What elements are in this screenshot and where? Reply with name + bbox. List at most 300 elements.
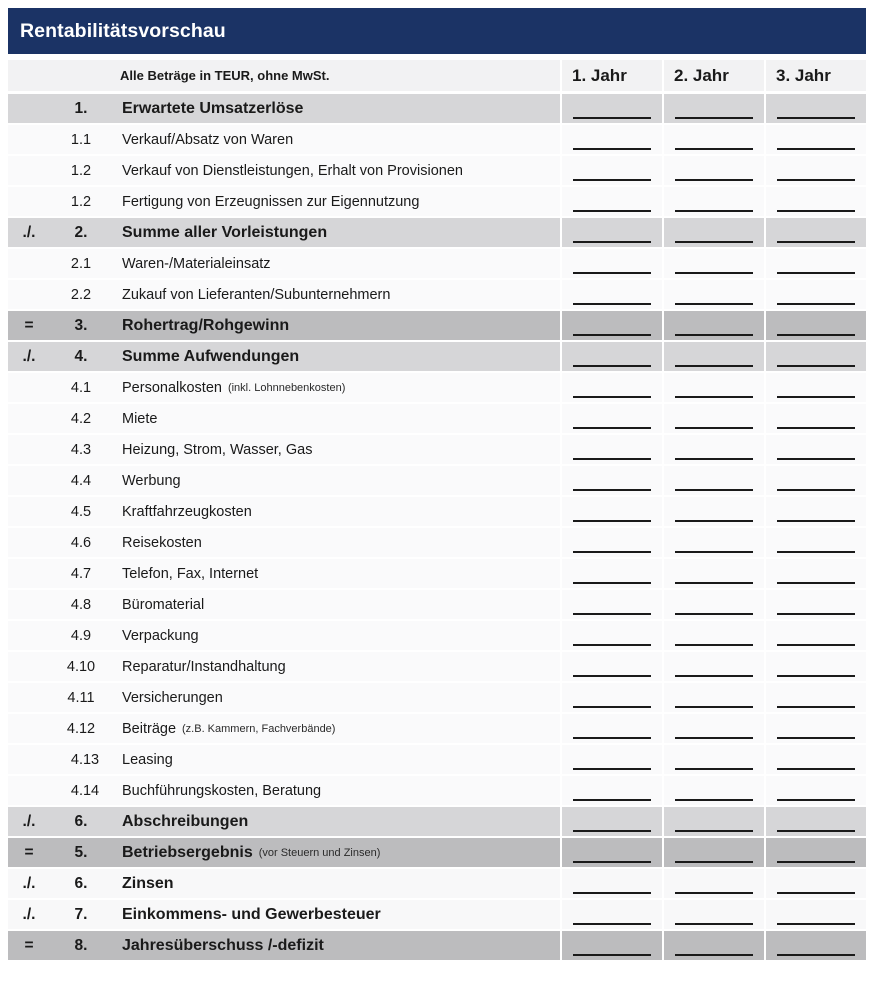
header-no-spacer [50, 60, 112, 91]
row-value-cell-year2 [664, 373, 764, 402]
row-value-cell-year3 [766, 528, 866, 557]
value-input-year3[interactable] [766, 94, 866, 123]
value-input-year1[interactable] [562, 373, 662, 402]
row-label [112, 435, 560, 464]
fill-in-line [777, 551, 855, 553]
row-label [112, 869, 560, 898]
document-title-bar [8, 8, 866, 54]
fill-in-line [777, 830, 855, 832]
row-number: 4.9 [70, 627, 92, 644]
value-input-year1[interactable] [562, 683, 662, 712]
row-left-block [8, 156, 560, 185]
row-left-block [8, 621, 560, 650]
row-label-text: Fertigung von Erzeugnissen zur Eigennutzung [122, 193, 420, 210]
row-operator: = [24, 936, 34, 954]
row-operator [8, 497, 50, 526]
value-input-year1[interactable] [562, 218, 662, 247]
row-operator: = [24, 843, 34, 861]
row-left-block [8, 280, 560, 309]
row-value-cell-year3 [766, 187, 866, 216]
row-label [112, 218, 560, 247]
value-input-year2[interactable] [664, 156, 764, 185]
value-input-year3[interactable] [766, 621, 866, 650]
value-input-year1[interactable] [562, 125, 662, 154]
value-input-year2[interactable] [664, 311, 764, 340]
row-label-text: Betriebsergebnis [122, 843, 253, 861]
row-left-block [8, 714, 560, 743]
row-value-cell-year1 [562, 776, 662, 805]
row-number: 2. [74, 223, 88, 241]
row-label-text: Versicherungen [122, 689, 223, 706]
value-input-year3[interactable] [766, 497, 866, 526]
row-value-cell-year2 [664, 683, 764, 712]
row-left-block [8, 311, 560, 340]
column-header-year2 [664, 60, 764, 91]
fill-in-line [675, 148, 753, 150]
table-row [8, 435, 866, 464]
row-operator: ./. [22, 874, 36, 892]
table-header-row [8, 60, 866, 91]
value-input-year1[interactable] [562, 621, 662, 650]
fill-in-line [675, 210, 753, 212]
value-input-year2[interactable] [664, 745, 764, 774]
row-label-note: (z.B. Kammern, Fachverbände) [182, 722, 336, 735]
row-value-cell-year2 [664, 745, 764, 774]
row-number: 1.2 [70, 162, 92, 179]
fill-in-line [573, 892, 651, 894]
value-input-year1[interactable] [562, 497, 662, 526]
fill-in-line [675, 489, 753, 491]
value-input-year1[interactable] [562, 249, 662, 278]
row-operator [8, 187, 50, 216]
fill-in-line [573, 675, 651, 677]
row-label-text: Telefon, Fax, Internet [122, 565, 259, 582]
row-value-cell-year3 [766, 373, 866, 402]
header-note: Alle Beträge in TEUR, ohne MwSt. [120, 68, 330, 83]
row-label [112, 590, 560, 619]
row-number: 1.1 [70, 131, 92, 148]
table-row [8, 342, 866, 371]
row-left-block [8, 94, 560, 123]
value-input-year3[interactable] [766, 900, 866, 929]
value-input-year2[interactable] [664, 652, 764, 681]
table-row [8, 94, 866, 123]
row-value-cell-year1 [562, 621, 662, 650]
fill-in-line [777, 210, 855, 212]
value-input-year1[interactable] [562, 900, 662, 929]
row-value-cell-year3 [766, 404, 866, 433]
value-input-year2[interactable] [664, 404, 764, 433]
row-operator [8, 466, 50, 495]
value-input-year2[interactable] [664, 497, 764, 526]
row-left-block [8, 187, 560, 216]
table-row [8, 900, 866, 929]
row-number: 4.12 [66, 720, 96, 737]
value-input-year1[interactable] [562, 156, 662, 185]
row-label [112, 528, 560, 557]
value-input-year2[interactable] [664, 466, 764, 495]
value-input-year3[interactable] [766, 652, 866, 681]
fill-in-line [573, 458, 651, 460]
row-number: 2.2 [70, 286, 92, 303]
fill-in-line [675, 861, 753, 863]
fill-in-line [573, 365, 651, 367]
row-label-text: Kraftfahrzeugkosten [122, 503, 252, 520]
row-left-block [8, 869, 560, 898]
row-value-cell-year2 [664, 125, 764, 154]
row-label-text: Miete [122, 410, 158, 427]
fill-in-line [675, 768, 753, 770]
value-input-year3[interactable] [766, 156, 866, 185]
value-input-year2[interactable] [664, 218, 764, 247]
fill-in-line [573, 551, 651, 553]
row-number: 4.14 [70, 782, 100, 799]
row-operator [8, 404, 50, 433]
row-value-cell-year3 [766, 807, 866, 836]
row-number: 4.5 [70, 503, 92, 520]
table-row [8, 621, 866, 650]
row-label-text: Reisekosten [122, 534, 202, 551]
fill-in-line [777, 303, 855, 305]
value-input-year2[interactable] [664, 249, 764, 278]
row-left-block [8, 900, 560, 929]
value-input-year3[interactable] [766, 218, 866, 247]
fill-in-line [573, 613, 651, 615]
row-number: 4.7 [70, 565, 92, 582]
row-operator [8, 125, 50, 154]
value-input-year1[interactable] [562, 94, 662, 123]
fill-in-line [573, 334, 651, 336]
row-label [112, 745, 560, 774]
value-input-year1[interactable] [562, 342, 662, 371]
row-number: 4.4 [70, 472, 92, 489]
row-value-cell-year2 [664, 156, 764, 185]
value-input-year2[interactable] [664, 125, 764, 154]
value-input-year3[interactable] [766, 125, 866, 154]
fill-in-line [675, 923, 753, 925]
fill-in-line [573, 117, 651, 119]
value-input-year1[interactable] [562, 590, 662, 619]
row-left-block [8, 497, 560, 526]
fill-in-line [777, 179, 855, 181]
row-left-block [8, 404, 560, 433]
row-label [112, 776, 560, 805]
row-left-block [8, 807, 560, 836]
value-input-year2[interactable] [664, 342, 764, 371]
table-row [8, 125, 866, 154]
row-operator [8, 652, 50, 681]
fill-in-line [573, 272, 651, 274]
table-row [8, 559, 866, 588]
row-operator [8, 249, 50, 278]
row-value-cell-year2 [664, 900, 764, 929]
row-value-cell-year1 [562, 435, 662, 464]
fill-in-line [573, 148, 651, 150]
value-input-year2[interactable] [664, 807, 764, 836]
row-number: 8. [74, 936, 88, 954]
row-label [112, 249, 560, 278]
row-left-block [8, 435, 560, 464]
fill-in-line [777, 737, 855, 739]
row-value-cell-year2 [664, 497, 764, 526]
row-number: 4. [74, 347, 88, 365]
row-label [112, 280, 560, 309]
table-row [8, 931, 866, 960]
row-value-cell-year3 [766, 838, 866, 867]
row-value-cell-year2 [664, 838, 764, 867]
fill-in-line [573, 954, 651, 956]
value-input-year2[interactable] [664, 373, 764, 402]
value-input-year3[interactable] [766, 714, 866, 743]
fill-in-line [777, 117, 855, 119]
value-input-year1[interactable] [562, 714, 662, 743]
value-input-year3[interactable] [766, 869, 866, 898]
value-input-year3[interactable] [766, 776, 866, 805]
value-input-year2[interactable] [664, 590, 764, 619]
fill-in-line [777, 706, 855, 708]
row-operator [8, 776, 50, 805]
column-header-year1 [562, 60, 662, 91]
value-input-year1[interactable] [562, 187, 662, 216]
table-row [8, 590, 866, 619]
value-input-year2[interactable] [664, 838, 764, 867]
row-label [112, 125, 560, 154]
fill-in-line [675, 396, 753, 398]
value-input-year2[interactable] [664, 931, 764, 960]
value-input-year2[interactable] [664, 714, 764, 743]
row-operator: ./. [22, 812, 36, 830]
row-label [112, 311, 560, 340]
row-value-cell-year1 [562, 497, 662, 526]
row-value-cell-year1 [562, 125, 662, 154]
fill-in-line [675, 334, 753, 336]
value-input-year2[interactable] [664, 559, 764, 588]
row-number: 3. [74, 316, 88, 334]
value-input-year2[interactable] [664, 187, 764, 216]
value-input-year2[interactable] [664, 776, 764, 805]
row-label [112, 404, 560, 433]
row-value-cell-year2 [664, 218, 764, 247]
fill-in-line [675, 272, 753, 274]
row-label [112, 94, 560, 123]
row-left-block [8, 342, 560, 371]
row-value-cell-year3 [766, 249, 866, 278]
row-value-cell-year1 [562, 156, 662, 185]
row-value-cell-year1 [562, 869, 662, 898]
row-left-block [8, 683, 560, 712]
value-input-year3[interactable] [766, 187, 866, 216]
header-note-block [8, 60, 560, 91]
row-number: 2.1 [70, 255, 92, 272]
fill-in-line [777, 148, 855, 150]
value-input-year3[interactable] [766, 559, 866, 588]
row-label [112, 652, 560, 681]
value-input-year3[interactable] [766, 404, 866, 433]
row-number: 4.2 [70, 410, 92, 427]
value-input-year2[interactable] [664, 621, 764, 650]
fill-in-line [777, 458, 855, 460]
value-input-year3[interactable] [766, 745, 866, 774]
table-row [8, 187, 866, 216]
row-label [112, 466, 560, 495]
row-label [112, 559, 560, 588]
row-left-block [8, 652, 560, 681]
value-input-year1[interactable] [562, 404, 662, 433]
row-operator [8, 745, 50, 774]
value-input-year2[interactable] [664, 94, 764, 123]
row-left-block [8, 373, 560, 402]
value-input-year2[interactable] [664, 528, 764, 557]
row-value-cell-year1 [562, 714, 662, 743]
table-row [8, 156, 866, 185]
row-value-cell-year2 [664, 528, 764, 557]
row-operator: = [24, 316, 34, 334]
row-number: 4.11 [67, 689, 95, 706]
row-operator: ./. [22, 905, 36, 923]
fill-in-line [675, 706, 753, 708]
row-left-block [8, 776, 560, 805]
row-left-block [8, 249, 560, 278]
value-input-year3[interactable] [766, 249, 866, 278]
table-row [8, 714, 866, 743]
value-input-year1[interactable] [562, 311, 662, 340]
value-input-year1[interactable] [562, 652, 662, 681]
fill-in-line [573, 737, 651, 739]
row-label-text: Beiträge [122, 720, 177, 737]
row-left-block [8, 125, 560, 154]
row-value-cell-year1 [562, 249, 662, 278]
fill-in-line [573, 489, 651, 491]
table-body [8, 94, 866, 960]
fill-in-line [573, 303, 651, 305]
value-input-year3[interactable] [766, 931, 866, 960]
value-input-year1[interactable] [562, 435, 662, 464]
row-number: 4.10 [66, 658, 96, 675]
value-input-year3[interactable] [766, 373, 866, 402]
value-input-year2[interactable] [664, 683, 764, 712]
row-value-cell-year3 [766, 311, 866, 340]
value-input-year1[interactable] [562, 280, 662, 309]
column-header-year3 [766, 60, 866, 91]
row-number: 4.13 [70, 751, 100, 768]
row-label-text: Verpackung [122, 627, 199, 644]
fill-in-line [777, 892, 855, 894]
value-input-year3[interactable] [766, 590, 866, 619]
row-operator [8, 373, 50, 402]
row-label [112, 156, 560, 185]
fill-in-line [777, 520, 855, 522]
row-number: 1.2 [70, 193, 92, 210]
value-input-year1[interactable] [562, 528, 662, 557]
value-input-year1[interactable] [562, 838, 662, 867]
row-value-cell-year1 [562, 311, 662, 340]
row-value-cell-year3 [766, 683, 866, 712]
row-value-cell-year1 [562, 466, 662, 495]
value-input-year3[interactable] [766, 683, 866, 712]
fill-in-line [777, 768, 855, 770]
table-row [8, 807, 866, 836]
value-input-year3[interactable] [766, 807, 866, 836]
value-input-year3[interactable] [766, 838, 866, 867]
row-value-cell-year2 [664, 869, 764, 898]
row-label-note: (vor Steuern und Zinsen) [258, 846, 381, 859]
value-input-year3[interactable] [766, 311, 866, 340]
value-input-year2[interactable] [664, 280, 764, 309]
value-input-year3[interactable] [766, 466, 866, 495]
row-label [112, 342, 560, 371]
value-input-year1[interactable] [562, 745, 662, 774]
table-row [8, 652, 866, 681]
row-number: 4.6 [70, 534, 92, 551]
row-operator [8, 280, 50, 309]
fill-in-line [675, 613, 753, 615]
row-value-cell-year3 [766, 280, 866, 309]
row-value-cell-year2 [664, 621, 764, 650]
fill-in-line [777, 923, 855, 925]
row-value-cell-year2 [664, 559, 764, 588]
value-input-year1[interactable] [562, 776, 662, 805]
row-value-cell-year1 [562, 931, 662, 960]
column-header-year3-label: 3. Jahr [766, 60, 866, 91]
row-label-text: Verkauf von Dienstleistungen, Erhalt von Provisionen [122, 162, 463, 179]
table-row [8, 249, 866, 278]
table-row [8, 466, 866, 495]
row-number: 4.8 [70, 596, 92, 613]
value-input-year2[interactable] [664, 435, 764, 464]
row-operator [8, 590, 50, 619]
value-input-year3[interactable] [766, 280, 866, 309]
fill-in-line [573, 799, 651, 801]
row-left-block [8, 559, 560, 588]
header-op-spacer [8, 60, 50, 91]
fill-in-line [777, 582, 855, 584]
row-value-cell-year2 [664, 590, 764, 619]
row-number: 6. [74, 812, 88, 830]
fill-in-line [573, 396, 651, 398]
row-label-text: Reparatur/Instandhaltung [122, 658, 286, 675]
table-row [8, 311, 866, 340]
fill-in-line [777, 644, 855, 646]
row-value-cell-year2 [664, 404, 764, 433]
row-value-cell-year2 [664, 280, 764, 309]
value-input-year1[interactable] [562, 931, 662, 960]
value-input-year2[interactable] [664, 869, 764, 898]
value-input-year1[interactable] [562, 466, 662, 495]
value-input-year3[interactable] [766, 528, 866, 557]
fill-in-line [573, 427, 651, 429]
value-input-year3[interactable] [766, 342, 866, 371]
row-number: 7. [74, 905, 88, 923]
row-value-cell-year2 [664, 249, 764, 278]
fill-in-line [675, 799, 753, 801]
row-value-cell-year1 [562, 590, 662, 619]
row-label [112, 373, 560, 402]
value-input-year1[interactable] [562, 807, 662, 836]
value-input-year1[interactable] [562, 559, 662, 588]
row-operator [8, 435, 50, 464]
row-number: 5. [74, 843, 88, 861]
value-input-year2[interactable] [664, 900, 764, 929]
row-value-cell-year2 [664, 435, 764, 464]
fill-in-line [675, 427, 753, 429]
row-value-cell-year1 [562, 559, 662, 588]
value-input-year1[interactable] [562, 869, 662, 898]
row-label-text: Abschreibungen [122, 812, 249, 830]
fill-in-line [573, 768, 651, 770]
value-input-year3[interactable] [766, 435, 866, 464]
fill-in-line [777, 675, 855, 677]
row-label-text: Rohertrag/Rohgewinn [122, 316, 290, 334]
